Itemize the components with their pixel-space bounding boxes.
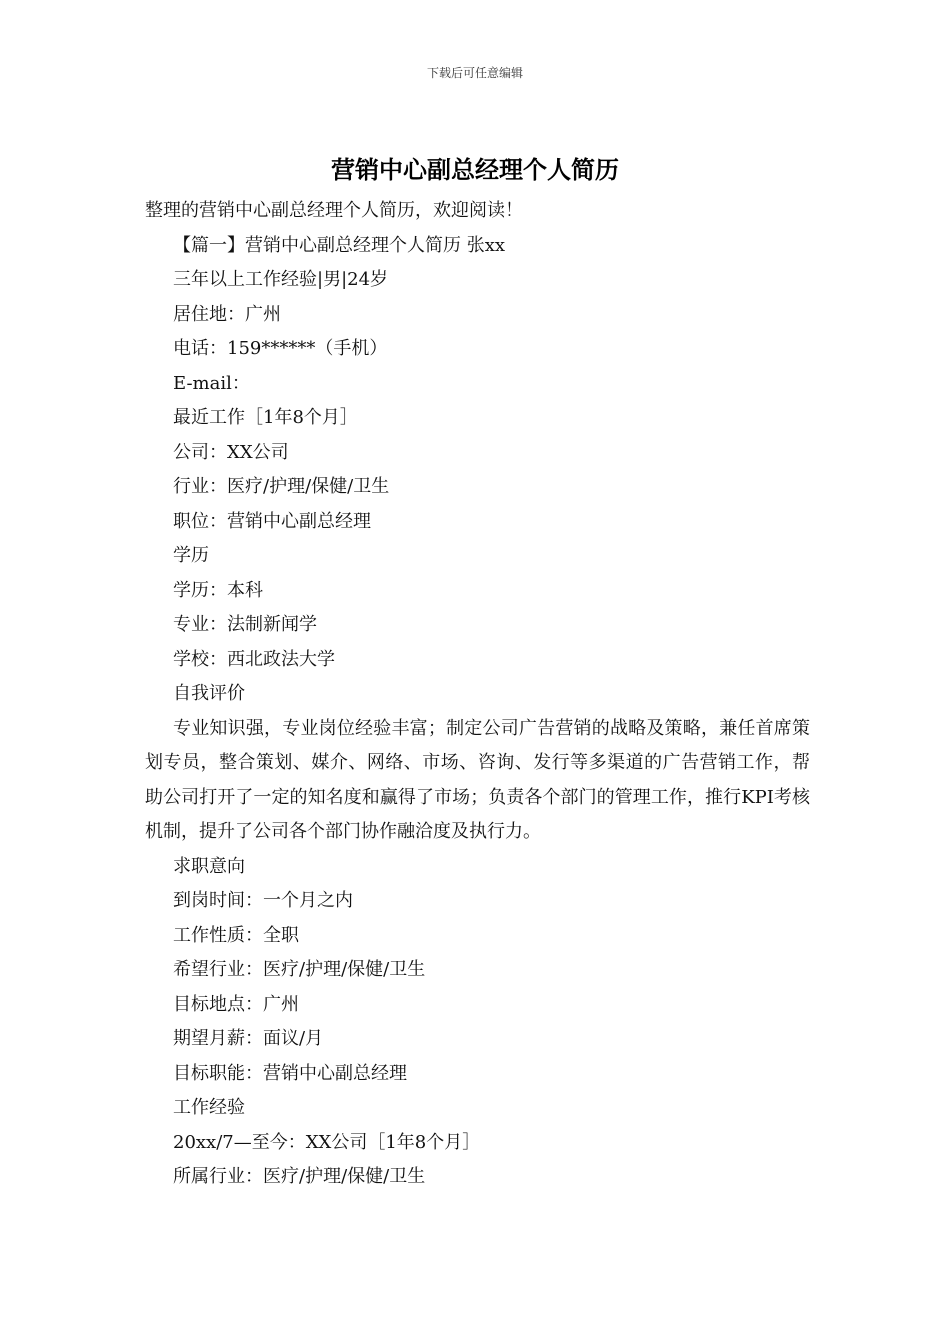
- intro-line: 整理的营销中心副总经理个人简历，欢迎阅读！: [145, 200, 523, 221]
- experience-summary-line: 三年以上工作经验|男|24岁: [173, 269, 389, 290]
- work-period-line: 20xx/7—至今：XX公司［1年8个月］: [173, 1131, 481, 1153]
- work-industry-line: 所属行业：医疗/护理/保健/卫生: [173, 1166, 426, 1187]
- industry-line: 行业：医疗/护理/保健/卫生: [173, 476, 390, 497]
- degree-line: 学历：本科: [173, 579, 263, 601]
- header-note: 下载后可任意编辑: [426, 66, 523, 80]
- recent-work-line: 最近工作［1年8个月］: [173, 407, 358, 428]
- desired-industry-line: 希望行业：医疗/护理/保健/卫生: [173, 959, 426, 980]
- school-line: 学校：西北政法大学: [173, 648, 335, 670]
- work-experience-heading: 工作经验: [173, 1097, 245, 1118]
- target-function-line: 目标职能：营销中心副总经理: [173, 1062, 407, 1084]
- position-line: 职位：营销中心副总经理: [173, 510, 371, 532]
- job-type-line: 工作性质：全职: [173, 924, 299, 946]
- self-evaluation-paragraph: 专业知识强，专业岗位经验丰富；制定公司广告营销的战略及策略，兼任首席策划专员，整合策划、媒介、网络、市场、咨询、发行等多渠道的广告营销工作，帮助公司打开了一定的知名度和赢得了市场；负责各个部门的管理工作，推行KPI考核机制，提升了公司各个部门协作融洽度及执行力。: [145, 717, 810, 842]
- major-line: 专业：法制新闻学: [173, 614, 317, 635]
- document-title: 营销中心副总经理个人简历: [331, 156, 619, 184]
- self-evaluation-heading: 自我评价: [173, 683, 245, 704]
- expected-salary-line: 期望月薪：面议/月: [173, 1028, 324, 1049]
- start-time-line: 到岗时间：一个月之内: [173, 890, 353, 911]
- residence-line: 居住地：广州: [173, 303, 281, 325]
- target-location-line: 目标地点：广州: [173, 993, 299, 1015]
- section-heading-part-one: 【篇一】营销中心副总经理个人简历 张xx: [173, 234, 506, 256]
- job-intention-heading: 求职意向: [173, 855, 245, 877]
- education-heading: 学历: [173, 545, 209, 566]
- phone-line: 电话：159******（手机）: [173, 338, 388, 359]
- company-line: 公司：XX公司: [173, 441, 289, 463]
- document-body: [145, 194, 810, 1195]
- email-line: E-mail：: [173, 372, 250, 394]
